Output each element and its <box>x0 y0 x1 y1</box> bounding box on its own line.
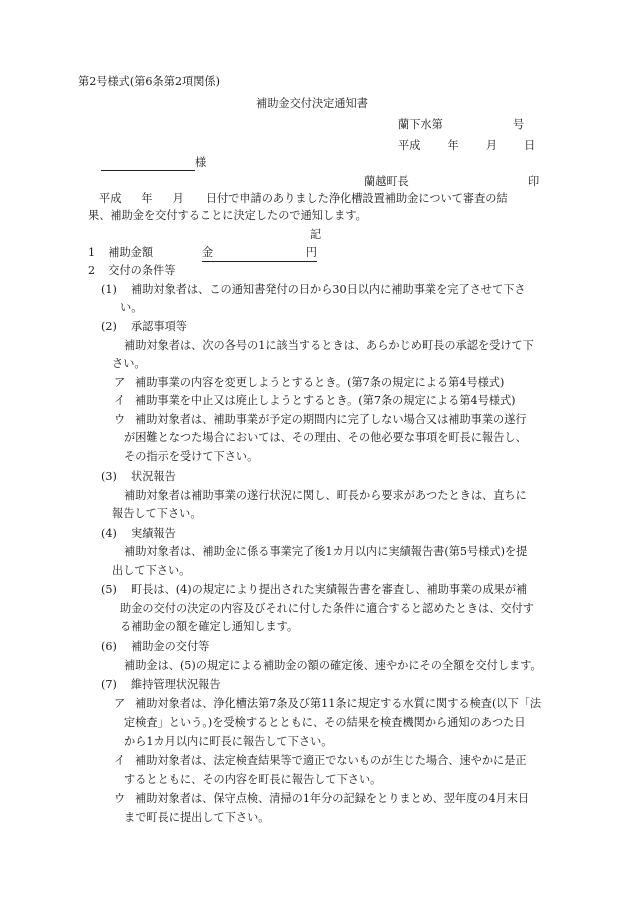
condition-1-line-1: 補助対象者は、この通知書発付の日から30日以内に補助事業を完了させて下さ <box>131 283 526 296</box>
condition-7u-line-2: まで町長に提出して下さい。 <box>124 811 270 824</box>
condition-7a-line-1: 補助対象者は、浄化槽法第7条及び第11条に規定する水質に関する検査(以下「法 <box>135 697 542 710</box>
document-title: 補助金交付決定通知書 <box>256 97 368 110</box>
condition-7a-kana: ア <box>114 697 126 710</box>
condition-3-line-1: 補助対象者は補助事業の遂行状況に関し、町長から要求があつたときは、直ちに <box>124 489 527 502</box>
condition-2i-kana: イ <box>114 394 126 407</box>
condition-7u-line-1: 補助対象者は、保守点検、清掃の1年分の記録をとりまとめ、翌年度の4月末日 <box>135 792 530 805</box>
ki-heading: 記 <box>310 228 322 241</box>
addressee-suffix: 様 <box>195 156 207 169</box>
condition-2-title: 承認事項等 <box>131 320 187 333</box>
condition-7i-kana: イ <box>114 754 126 767</box>
form-label: 第2号様式(第6条第2項関係) <box>78 75 220 88</box>
date-day: 日 <box>524 139 536 152</box>
condition-1-line-2: い。 <box>120 301 143 314</box>
condition-2-number: (2) <box>101 320 117 333</box>
condition-5-line-2: 助金の交付の決定の内容及びそれに付した条件に適合すると認めたときは、交付す <box>120 602 534 615</box>
intro-era: 平成 <box>99 192 122 205</box>
item-2-number: 2 <box>88 264 96 277</box>
condition-4-title: 実績報告 <box>131 527 176 540</box>
condition-2a-kana: ア <box>114 376 126 389</box>
condition-6-number: (6) <box>101 640 117 653</box>
condition-2u-line-2: が困難となつた場合においては、その理由、その他必要な事項を町長に報告し、 <box>124 431 527 444</box>
item-2 <box>88 262 175 279</box>
condition-2-body-2: さい。 <box>112 357 146 370</box>
condition-6-title: 補助金の交付等 <box>131 640 210 653</box>
seal-mark: 印 <box>528 175 540 188</box>
condition-2u-kana: ウ <box>114 413 126 426</box>
condition-3-line-2: 報告して下さい。 <box>112 507 202 520</box>
condition-2u-line-1: 補助対象者は、補助事業が予定の期間内に完了しない場合又は補助事業の遂行 <box>135 413 527 426</box>
intro-text: 日付で申請のありました浄化槽設置補助金について審査の結 <box>205 192 508 205</box>
condition-7i-line-1: 補助対象者は、法定検査結果等で適正でないものが生じた場合、速やかに是正 <box>135 754 527 767</box>
condition-3-number: (3) <box>101 470 117 483</box>
document-number-prefix: 蘭下水第 <box>398 118 443 131</box>
intro-line-1 <box>99 190 508 207</box>
condition-4-number: (4) <box>101 527 117 540</box>
condition-6-line-1: 補助金は、(5)の規定による補助金の額の確定後、速やかにその全額を交付します。 <box>124 659 542 672</box>
condition-2-body-1: 補助対象者は、次の各号の1に該当するときは、あらかじめ町長の承認を受けて下 <box>124 339 534 352</box>
condition-2a-text: 補助事業の内容を変更しようとするとき。(第7条の規定による第4号様式) <box>135 376 505 389</box>
condition-7a-line-2: 定検査」という。)を受検するとともに、その結果を検査機関から通知のあつた日 <box>124 716 526 729</box>
date-line <box>398 137 535 154</box>
item-2-label: 交付の条件等 <box>108 264 176 277</box>
amount-suffix: 円 <box>305 246 317 259</box>
date-era: 平成 <box>398 139 421 152</box>
amount-underline <box>202 244 317 262</box>
issuer-name: 蘭越町長 <box>364 175 409 188</box>
condition-1-number: (1) <box>101 283 117 296</box>
amount-prefix: 金 <box>202 246 214 259</box>
condition-2u-line-3: その指示を受けて下さい。 <box>124 450 259 463</box>
condition-2i-text: 補助事業を中止又は廃止しようとするとき。(第7条の規定による第4号様式) <box>135 394 516 407</box>
condition-5-line-1: 町長は、(4)の規定により提出された実績報告書を審査し、補助事業の成果が補 <box>131 583 528 596</box>
addressee-line <box>101 154 206 171</box>
condition-5-number: (5) <box>101 583 117 596</box>
condition-7a-line-3: から1カ月以内に町長に報告して下さい。 <box>124 735 333 748</box>
addressee-blank <box>101 156 195 171</box>
amount-field <box>202 244 317 262</box>
item-1 <box>88 244 153 261</box>
intro-year: 年 <box>141 192 153 205</box>
condition-7u-kana: ウ <box>114 792 126 805</box>
condition-4-line-2: 出して下さい。 <box>112 564 191 577</box>
intro-month: 月 <box>172 192 184 205</box>
condition-7-number: (7) <box>101 678 117 691</box>
condition-3-title: 状況報告 <box>131 470 176 483</box>
item-1-number: 1 <box>88 246 96 259</box>
condition-7i-line-2: するとともに、その内容を町長に報告して下さい。 <box>124 773 382 786</box>
date-month: 月 <box>485 139 498 152</box>
condition-7-title: 維持管理状況報告 <box>131 678 221 691</box>
condition-5-line-3: る補助金の額を確定し通知します。 <box>120 620 299 633</box>
condition-4-line-1: 補助対象者は、補助金に係る事業完了後1カ月以内に実績報告書(第5号様式)を提 <box>124 545 528 558</box>
date-year: 年 <box>447 139 459 152</box>
item-1-label: 補助金額 <box>108 246 154 259</box>
intro-line-2: 果、補助金を交付することに決定したので通知します。 <box>88 209 367 222</box>
document-number-suffix: 号 <box>513 118 525 131</box>
